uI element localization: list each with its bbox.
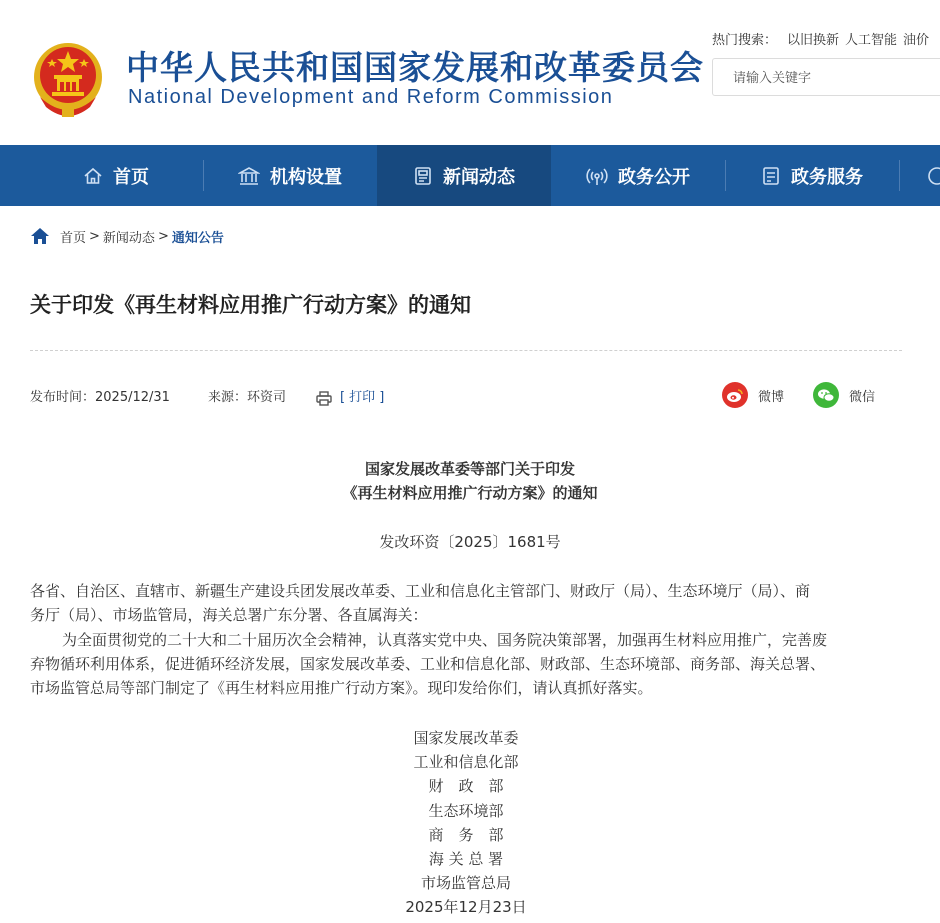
service-icon xyxy=(761,166,781,186)
hot-search xyxy=(712,33,929,49)
addressee-line: 各省、自治区、直辖市、新疆生产建设兵团发展改革委、工业和信息化主管部门、财政厅（局）、生态环境厅（局）、商 xyxy=(30,582,811,600)
addressee xyxy=(30,579,910,627)
hot-search-label: 热门搜索： xyxy=(712,33,778,48)
printer-icon xyxy=(316,391,332,406)
breadcrumb-home[interactable]: 首页 xyxy=(60,230,87,246)
search-input[interactable] xyxy=(713,59,935,97)
nav-label: 新闻动态 xyxy=(443,166,515,188)
document-heading: 《再生材料应用推广行动方案》的通知 xyxy=(342,484,598,502)
signatory: 市场监管总局 xyxy=(420,874,511,893)
print-label: [ 打印 ] xyxy=(339,390,385,405)
weibo-icon xyxy=(722,382,748,408)
home-icon xyxy=(83,166,103,186)
document-number: 发改环资〔2025〕1681号 xyxy=(379,533,561,551)
article-title: 关于印发《再生材料应用推广行动方案》的通知 xyxy=(30,293,471,317)
nav-item-services[interactable] xyxy=(726,145,898,206)
body-line: 弃物循环利用体系，促进循环经济发展，国家发展改革委、工业和信息化部、财政部、生态环境部、商务部、海关总署、 xyxy=(30,655,826,673)
signatory: 海 关 总 署 xyxy=(428,850,504,869)
signatory: 工业和信息化部 xyxy=(413,753,519,772)
body-paragraph xyxy=(30,628,910,700)
print-button[interactable] xyxy=(316,388,384,408)
wechat-icon xyxy=(813,382,839,408)
nav-label: 机构设置 xyxy=(270,166,342,188)
search-box xyxy=(712,58,940,96)
publish-time: 发布时间：2025/12/31 xyxy=(30,390,170,405)
main-nav xyxy=(0,145,940,206)
share-weibo[interactable] xyxy=(722,382,784,408)
share-wechat[interactable] xyxy=(813,382,875,408)
share-wechat-label: 微信 xyxy=(849,389,876,405)
signatory: 生态环境部 xyxy=(428,801,504,820)
nav-separator xyxy=(899,160,900,191)
more-icon[interactable] xyxy=(923,166,940,186)
document-date: 2025年12月23日 xyxy=(405,898,527,917)
signatory: 财 政 部 xyxy=(428,777,504,796)
site-header xyxy=(0,0,940,145)
addressee-line: 务厅（局）、市场监管局，海关总署广东分署、各直属海关： xyxy=(30,606,428,624)
signatories xyxy=(380,726,552,920)
broadcast-icon xyxy=(586,166,608,186)
site-title-en[interactable]: National Development and Reform Commission xyxy=(128,86,614,108)
breadcrumb-news[interactable]: 新闻动态 xyxy=(102,230,155,246)
site-title-cn[interactable]: 中华人民共和国国家发展和改革委员会 xyxy=(126,48,704,87)
nav-label: 政务公开 xyxy=(618,166,690,188)
nav-label: 政务服务 xyxy=(791,166,863,188)
national-emblem-icon[interactable] xyxy=(30,37,106,121)
body-line: 为全面贯彻党的二十大和二十届历次全会精神，认真落实党中央、国务院决策部署，加强再生材料应用推广，完善废 xyxy=(62,631,828,649)
article-meta xyxy=(30,388,384,408)
share-weibo-label: 微博 xyxy=(758,389,785,405)
nav-item-institutions[interactable] xyxy=(204,145,376,206)
nav-item-home[interactable] xyxy=(30,145,202,206)
breadcrumb xyxy=(30,226,224,246)
breadcrumb-separator: > xyxy=(157,228,169,244)
body-line: 市场监管总局等部门制定了《再生材料应用推广行动方案》。现印发给你们，请认真抓好落实。 xyxy=(30,679,653,697)
institution-icon xyxy=(238,166,260,186)
hot-search-link[interactable]: 油价 xyxy=(903,33,930,48)
article-source: 来源：环资司 xyxy=(207,390,286,405)
breadcrumb-separator: > xyxy=(89,228,100,244)
news-icon xyxy=(413,166,433,186)
title-divider xyxy=(30,350,902,351)
breadcrumb-current[interactable]: 通知公告 xyxy=(171,230,224,246)
nav-label: 首页 xyxy=(113,166,149,188)
document-heading: 国家发展改革委等部门关于印发 xyxy=(364,460,575,478)
hot-search-link[interactable]: 以旧换新 xyxy=(787,33,840,48)
hot-search-link[interactable]: 人工智能 xyxy=(845,33,898,48)
home-icon[interactable] xyxy=(30,227,50,245)
signatory: 国家发展改革委 xyxy=(413,729,519,747)
nav-item-news[interactable] xyxy=(377,145,551,206)
nav-item-government-affairs[interactable] xyxy=(552,145,724,206)
signatory: 商 务 部 xyxy=(428,825,504,844)
